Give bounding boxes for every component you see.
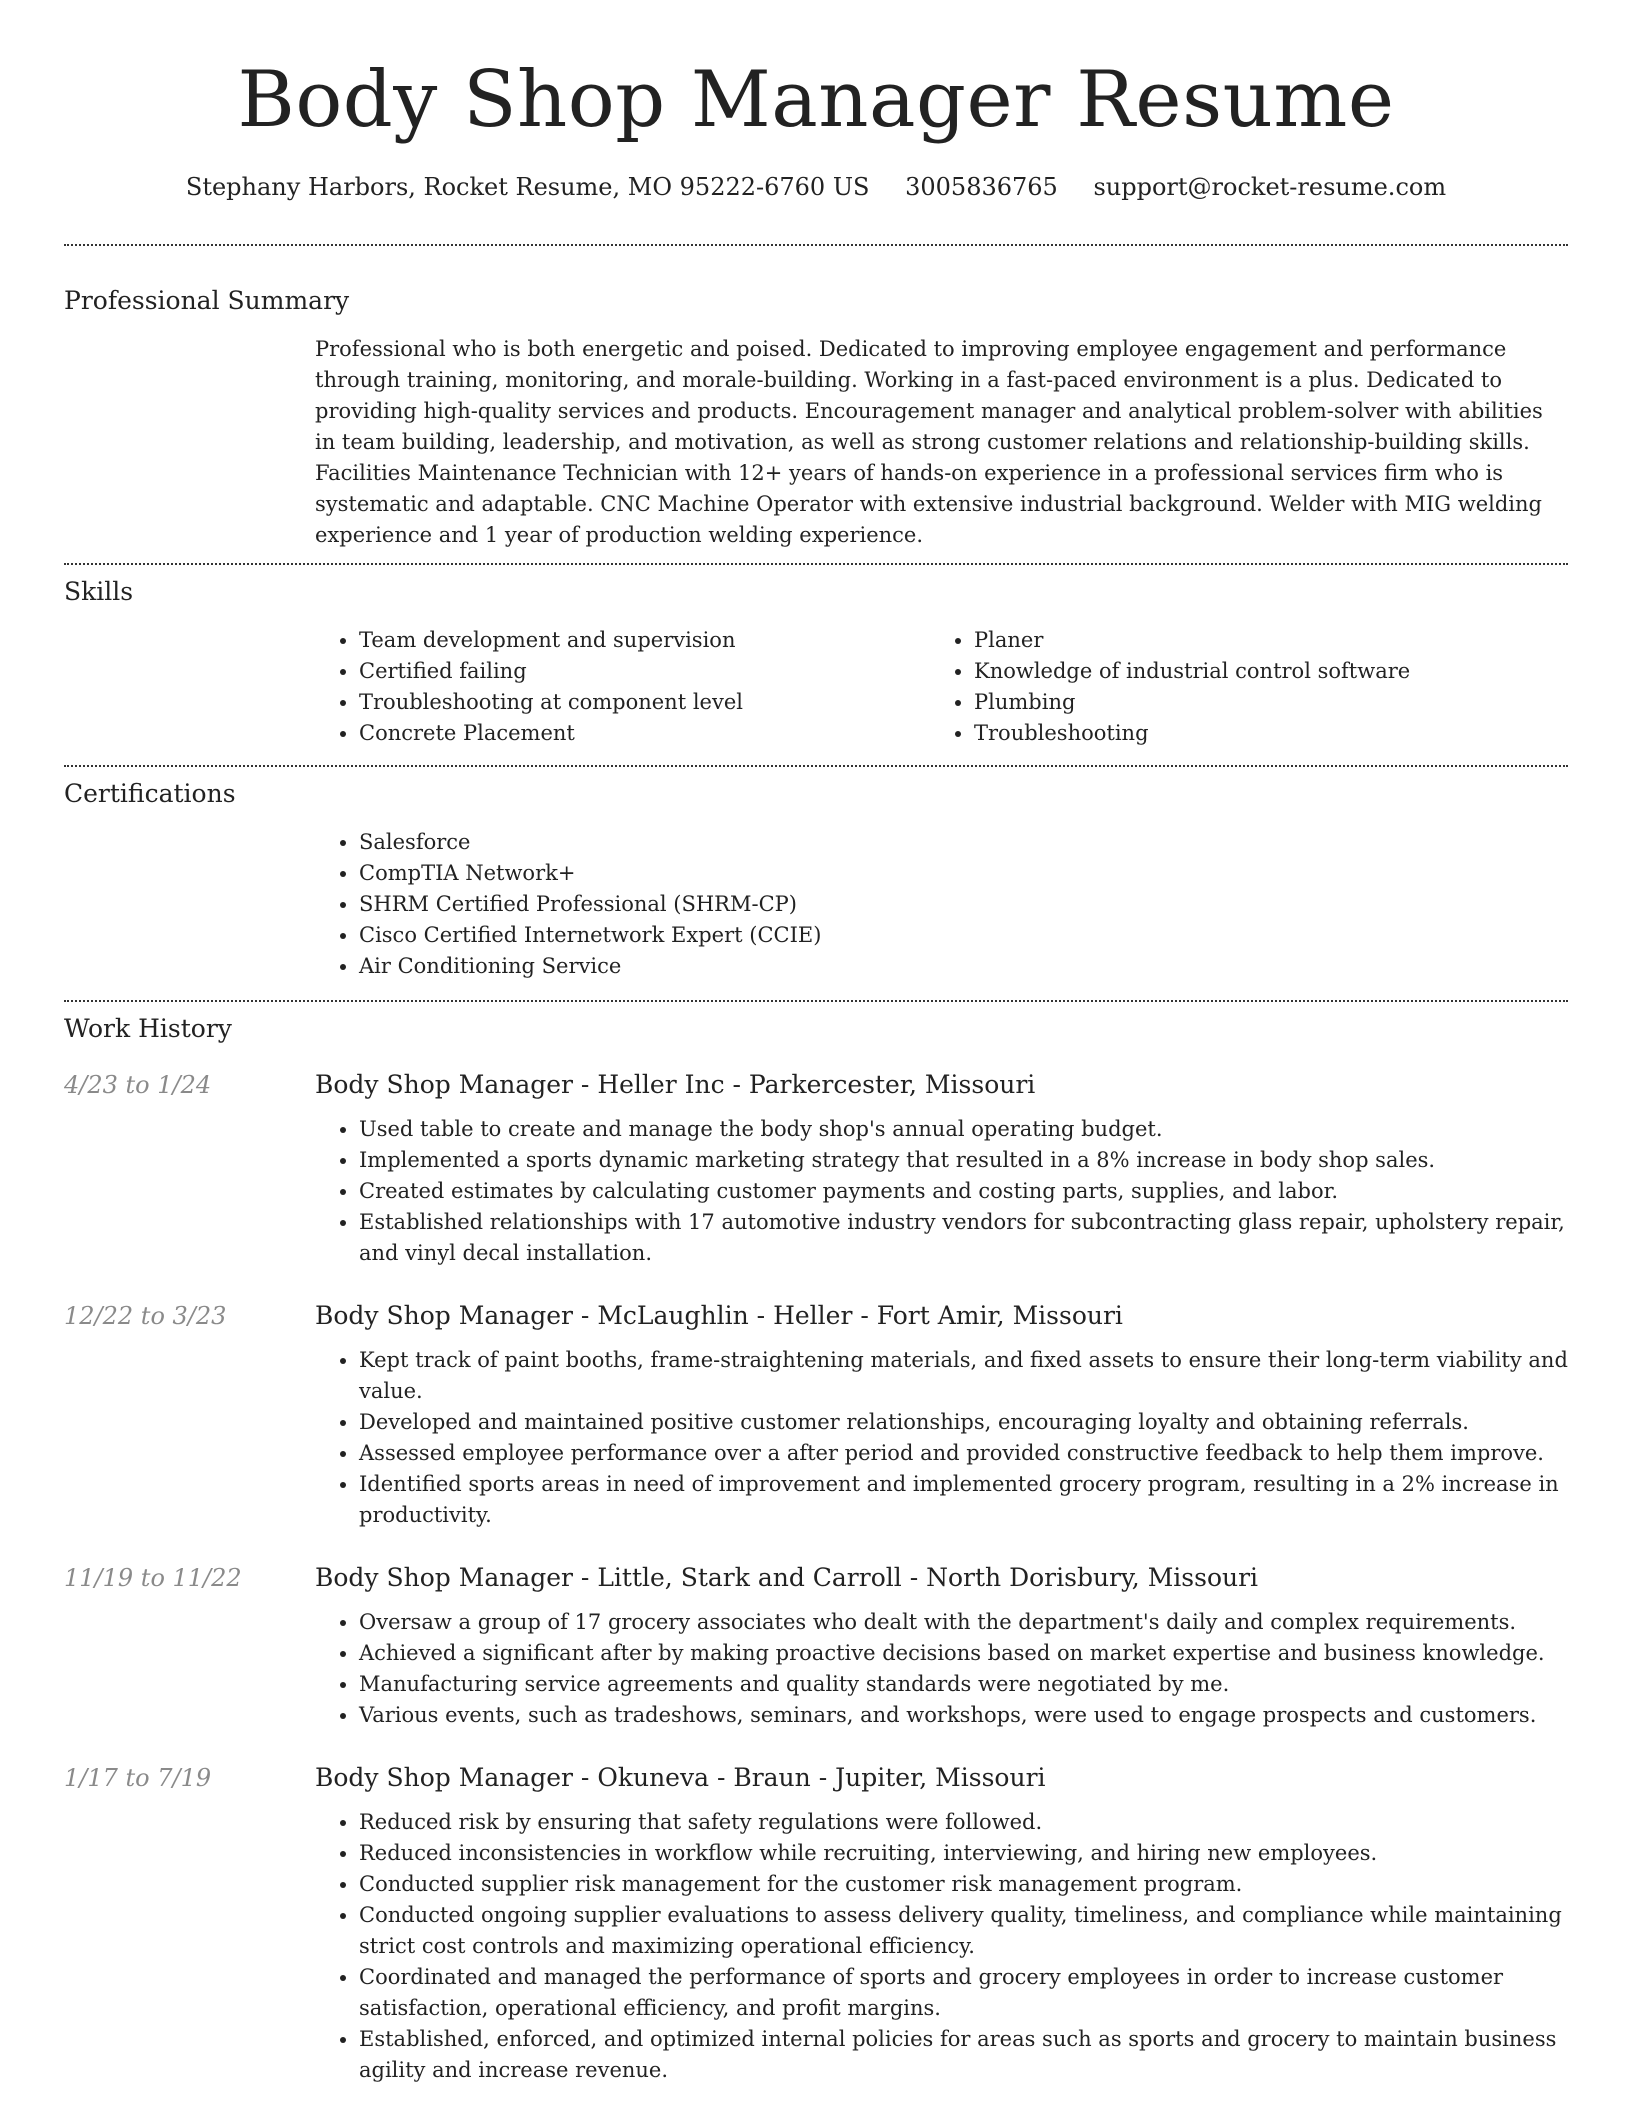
list-item: • Salesforce: [359, 827, 1568, 858]
skills-list-right: [930, 625, 1545, 749]
list-item: • Planer: [974, 625, 1545, 656]
job-entry: [64, 1761, 1568, 2086]
job-bullets-wrap: [315, 1114, 1568, 1269]
list-item: • Plumbing: [974, 687, 1545, 718]
job-title: Body Shop Manager - McLaughlin - Heller - Fort Amir, Missouri: [315, 1301, 1123, 1330]
list-item: • Created estimates by calculating customer payments and costing parts, supplies, and labor.: [359, 1176, 1568, 1207]
list-item: • SHRM Certified Professional (SHRM-CP): [359, 889, 1568, 920]
skills-column-right: [930, 625, 1545, 749]
contact-email: support@rocket-resume.com: [1093, 173, 1447, 201]
job-dates: 11/19 to 11/22: [64, 1564, 242, 1592]
list-item: • Identified sports areas in need of improvement and implemented grocery program, resulting in a 2% increase in productivity.: [359, 1469, 1568, 1531]
certifications-list: [315, 827, 1568, 982]
skills-list-left: [315, 625, 930, 749]
summary-section: [64, 284, 1568, 551]
list-item: • Used table to create and manage the body shop's annual operating budget.: [359, 1114, 1568, 1145]
list-item: • Established, enforced, and optimized internal policies for areas such as sports and grocery to maintain business agility and increase revenue.: [359, 2024, 1568, 2086]
job-bullets-wrap: [315, 1607, 1568, 1731]
certifications-heading: Certifications: [64, 779, 236, 808]
list-item: • Reduced risk by ensuring that safety regulations were followed.: [359, 1807, 1568, 1838]
certifications-divider: [64, 1000, 1568, 1002]
job-entry: [64, 1561, 1568, 1731]
list-item: • Conducted supplier risk management for the customer risk management program.: [359, 1869, 1568, 1900]
resume-page: [64, 0, 1568, 2086]
job-entry: [64, 1068, 1568, 1269]
job-title: Body Shop Manager - Heller Inc - Parkercester, Missouri: [315, 1070, 1036, 1099]
job-header: [64, 1561, 1568, 1595]
summary-divider: [64, 563, 1568, 565]
job-bullets-wrap: [315, 1807, 1568, 2086]
list-item: • Various events, such as tradeshows, seminars, and workshops, were used to engage prospects and customers.: [359, 1700, 1568, 1731]
contact-phone: 3005836765: [905, 173, 1058, 201]
job-dates: 4/23 to 1/24: [64, 1071, 212, 1099]
certifications-list-wrap: [315, 827, 1568, 982]
job-title: Body Shop Manager - Okuneva - Braun - Jupiter, Missouri: [315, 1763, 1046, 1792]
contact-address: Stephany Harbors, Rocket Resume, MO 95222-6760 US: [185, 173, 870, 201]
list-item: • Kept track of paint booths, frame-straightening materials, and fixed assets to ensure their long-term viability and value.: [359, 1345, 1568, 1407]
skills-grid: [315, 625, 1568, 749]
list-item: • Established relationships with 17 automotive industry vendors for subcontracting glass repair, upholstery repair, and vinyl decal installation.: [359, 1207, 1568, 1269]
summary-heading: Professional Summary: [64, 286, 350, 315]
summary-text: Professional who is both energetic and poised. Dedicated to improving employee engagement and performance through training, monitoring, and morale-building. Working in a fast-paced environment is a plus. Dedicated to providing high-quality services and products. Encouragement manager and analytical problem-solver with abilities in team building, leadership, and motivation, as well as strong customer relations and relationship-building skills. Facilities Maintenance Technician with 12+ years of hands-on experience in a professional services firm who is systematic and adaptable. CNC Machine Operator with extensive industrial background. Welder with MIG welding experience and 1 year of production welding experience.: [315, 337, 1543, 547]
contact-line: [64, 170, 1568, 204]
list-item: • CompTIA Network+: [359, 858, 1568, 889]
skills-heading: Skills: [64, 577, 134, 606]
list-item: • Oversaw a group of 17 grocery associates who dealt with the department's daily and complex requirements.: [359, 1607, 1568, 1638]
list-item: • Troubleshooting at component level: [359, 687, 930, 718]
list-item: • Team development and supervision: [359, 625, 930, 656]
header-divider: [64, 244, 1568, 246]
job-header: [64, 1299, 1568, 1333]
list-item: • Troubleshooting: [974, 718, 1545, 749]
job-title: Body Shop Manager - Little, Stark and Carroll - North Dorisbury, Missouri: [315, 1563, 1259, 1592]
work-heading: Work History: [64, 1014, 232, 1043]
job-bullets: [315, 1607, 1568, 1731]
certifications-section: [64, 777, 1568, 982]
skills-column-left: [315, 625, 930, 749]
job-header: [64, 1761, 1568, 1795]
job-bullets: [315, 1807, 1568, 2086]
list-item: • Manufacturing service agreements and quality standards were negotiated by me.: [359, 1669, 1568, 1700]
job-dates: 1/17 to 7/19: [64, 1764, 212, 1792]
list-item: • Achieved a significant after by making proactive decisions based on market expertise and business knowledge.: [359, 1638, 1568, 1669]
skills-section: [64, 575, 1568, 749]
list-item: • Concrete Placement: [359, 718, 930, 749]
job-entry: [64, 1299, 1568, 1531]
list-item: • Coordinated and managed the performance of sports and grocery employees in order to increase customer satisfaction, operational efficiency, and profit margins.: [359, 1962, 1568, 2024]
list-item: • Reduced inconsistencies in workflow while recruiting, interviewing, and hiring new employees.: [359, 1838, 1568, 1869]
job-bullets: [315, 1345, 1568, 1531]
list-item: • Cisco Certified Internetwork Expert (CCIE): [359, 920, 1568, 951]
job-dates: 12/22 to 3/23: [64, 1302, 227, 1330]
job-bullets-wrap: [315, 1345, 1568, 1531]
list-item: • Certified failing: [359, 656, 930, 687]
resume-title: Body Shop Manager Resume: [237, 55, 1395, 145]
work-section: [64, 1012, 1568, 2086]
list-item: • Assessed employee performance over a after period and provided constructive feedback to help them improve.: [359, 1438, 1568, 1469]
job-header: [64, 1068, 1568, 1102]
list-item: • Developed and maintained positive customer relationships, encouraging loyalty and obtaining referrals.: [359, 1407, 1568, 1438]
skills-divider: [64, 765, 1568, 767]
list-item: • Conducted ongoing supplier evaluations to assess delivery quality, timeliness, and compliance while maintaining strict cost controls and maximizing operational efficiency.: [359, 1900, 1568, 1962]
list-item: • Implemented a sports dynamic marketing strategy that resulted in a 8% increase in body shop sales.: [359, 1145, 1568, 1176]
job-bullets: [315, 1114, 1568, 1269]
list-item: • Knowledge of industrial control software: [974, 656, 1545, 687]
list-item: • Air Conditioning Service: [359, 951, 1568, 982]
